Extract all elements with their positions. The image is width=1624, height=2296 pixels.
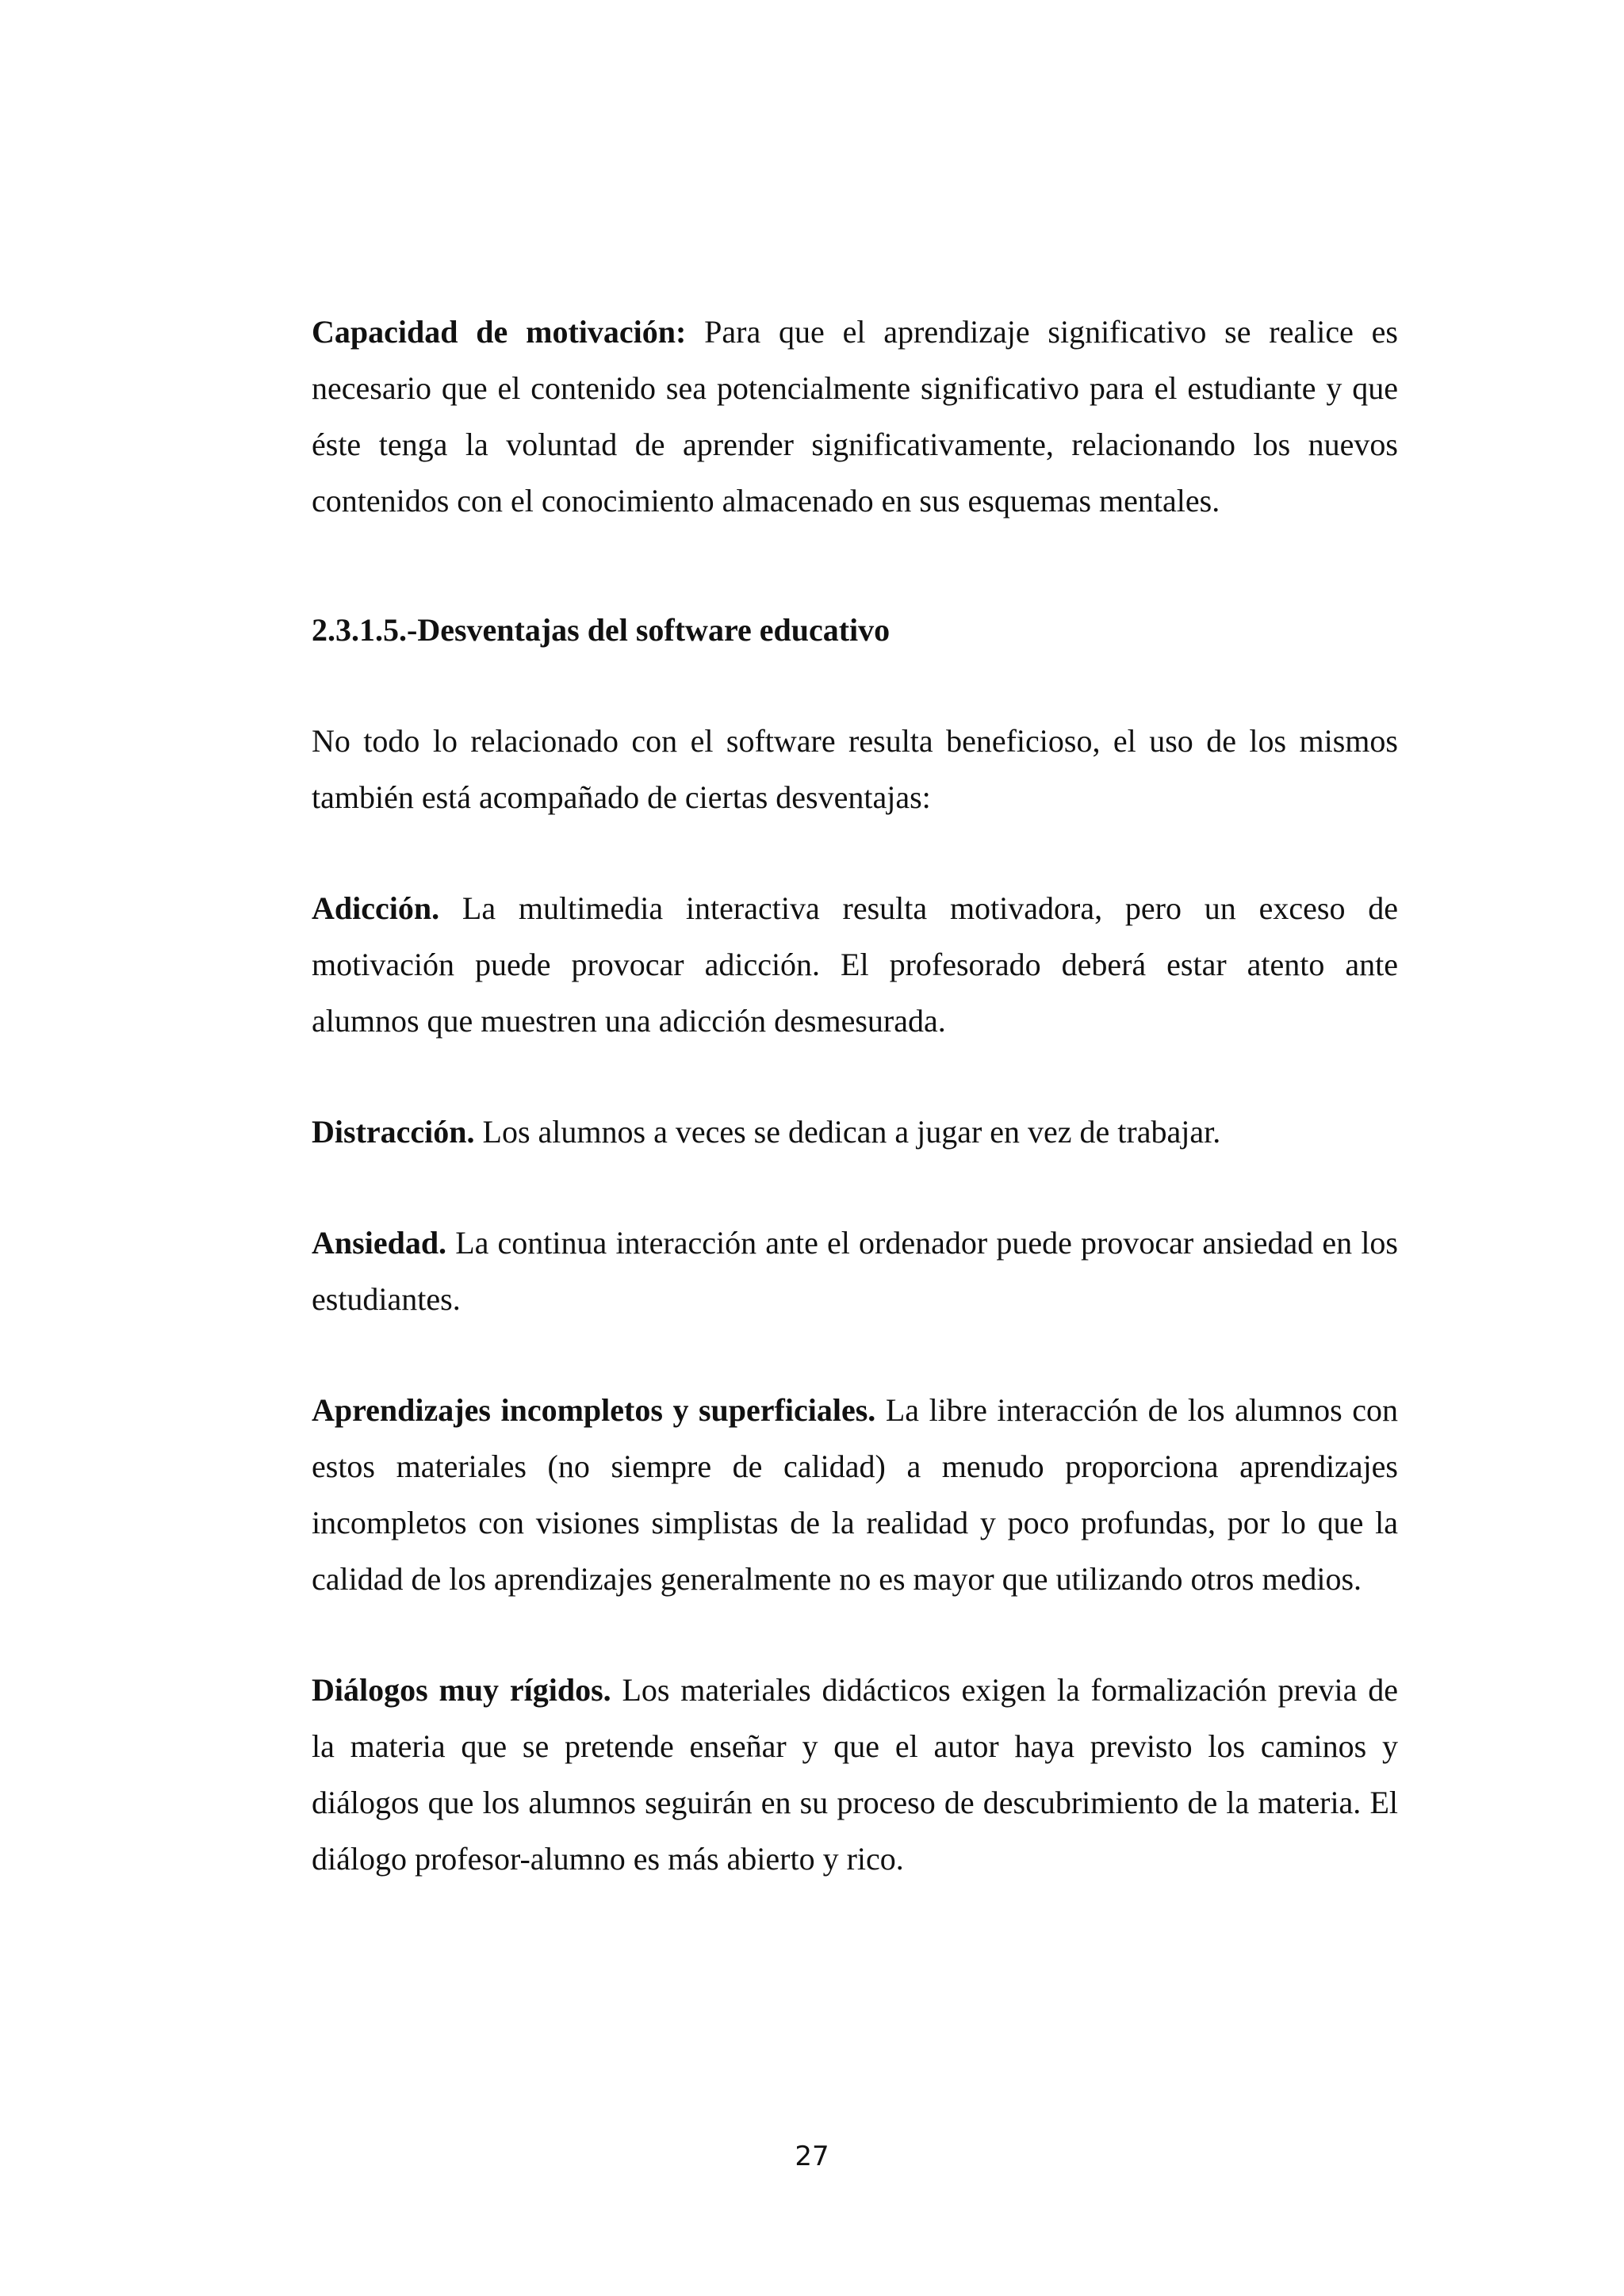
- term-distraccion: Distracción.: [312, 1114, 475, 1150]
- section-heading: 2.3.1.5.-Desventajas del software educativo: [312, 612, 891, 648]
- text-ansiedad: La continua interacción ante el ordenador puede provocar ansiedad en los estudiantes.: [312, 1225, 1398, 1317]
- term-aprendizajes: Aprendizajes incompletos y superficiales.: [312, 1392, 876, 1428]
- paragraph-ansiedad: [312, 1215, 1398, 1327]
- text-capacidad-motivacion: Para que el aprendizaje significativo se realice es necesario que el contenido sea potencialmente significativo para el estudiante y que éste tenga la voluntad de aprender significativamente, relacionando los nuevos contenidos con el conocimiento almacenado en sus esquemas mentales.: [312, 314, 1398, 519]
- term-capacidad-motivacion: Capacidad de motivación:: [312, 314, 687, 350]
- term-ansiedad: Ansiedad.: [312, 1225, 447, 1261]
- text-adiccion: La multimedia interactiva resulta motivadora, pero un exceso de motivación puede provocar adicción. El profesorado deberá estar atento ante alumnos que muestren una adicción desmesurada.: [312, 890, 1398, 1039]
- paragraph-dialogos: [312, 1662, 1398, 1887]
- page-body: [312, 304, 1398, 1887]
- paragraph-intro: No todo lo relacionado con el software resulta beneficioso, el uso de los mismos también está acompañado de ciertas desventajas:: [312, 723, 1398, 815]
- text-aprendizajes: La libre interacción de los alumnos con estos materiales (no siempre de calidad) a menudo proporciona aprendizajes incompletos con visiones simplistas de la realidad y poco profundas, por lo que la calidad de los aprendizajes generalmente no es mayor que utilizando otros medios.: [312, 1392, 1399, 1597]
- term-adiccion: Adicción.: [312, 890, 440, 926]
- page-number: 27: [795, 2141, 829, 2172]
- paragraph-aprendizajes: [312, 1382, 1398, 1607]
- text-distraccion: Los alumnos a veces se dedican a jugar en vez de trabajar.: [474, 1114, 1221, 1150]
- text-dialogos: Los materiales didácticos exigen la formalización previa de la materia que se pretende enseñar y que el autor haya previsto los caminos y diálogos que los alumnos seguirán en su proceso de descubrimiento de la materia. El diálogo profesor-alumno es más abierto y rico.: [312, 1672, 1398, 1877]
- paragraph-distraccion: [312, 1104, 1398, 1160]
- term-dialogos: Diálogos muy rígidos.: [312, 1672, 611, 1708]
- paragraph-adiccion: [312, 880, 1398, 1049]
- paragraph-capacidad-motivacion: [312, 304, 1398, 529]
